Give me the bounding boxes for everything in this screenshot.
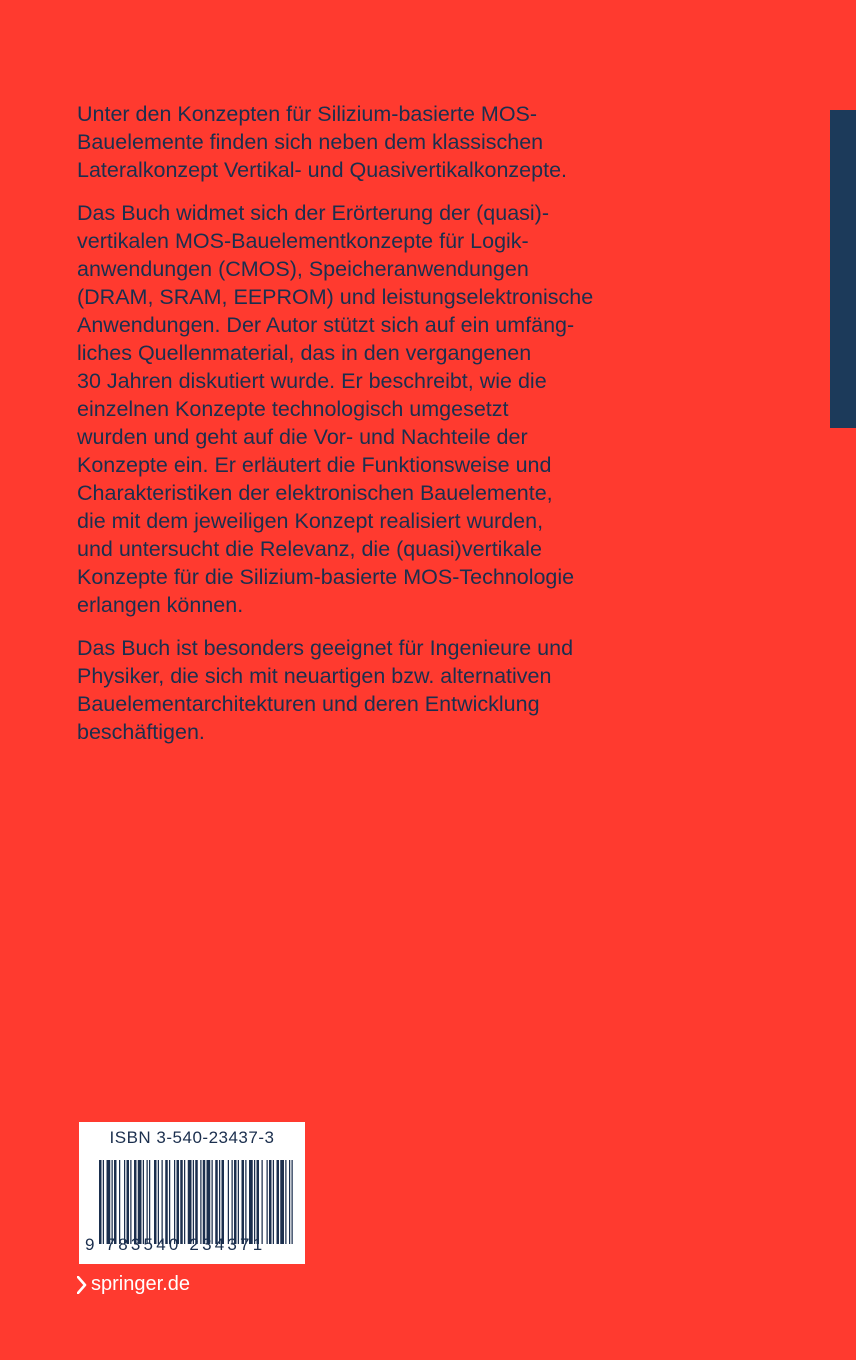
blurb-text (77, 100, 637, 761)
barcode-icon (99, 1160, 295, 1244)
publisher-url: springer.de (91, 1273, 190, 1295)
publisher-link[interactable] (77, 1273, 190, 1296)
chevron-right-icon (77, 1276, 87, 1294)
blurb-paragraph-2: Das Buch widmet sich der Erörterung der (quasi)- vertikalen MOS-Bauelementkonzepte für Logik- anwendungen (CMOS), Speicheranwendungen (DRAM, SRAM, EEPROM) und leistungselektronische Anwendungen. Der Autor stützt sich auf ein umfäng- liches Quellenmaterial, das in den vergangenen 30 Jahren diskutiert wurde. Er beschreibt, wie die einzelnen Konzepte technologisch umgesetzt wurden und geht auf die Vor- und Nachteile der Konzepte ein. Er erläutert die Funktionsweise und Charakteristiken der elektronischen Bauelemente, die mit dem jeweiligen Konzept realisiert wurden, und untersucht die Relevanz, die (quasi)vertikale Konzepte für die Silizium-basierte MOS-Technologie erlangen können. (77, 201, 594, 617)
isbn-label: ISBN 3-540-23437-3 (109, 1128, 275, 1147)
blurb-paragraph-3: Das Buch ist besonders geeignet für Ingenieure und Physiker, die sich mit neuartigen bzw. alternativen Bauelementarchitekturen und deren Entwicklung beschäftigen. (77, 636, 574, 744)
spine-color-tab (830, 110, 856, 428)
barcode-digits: 9 783540 234371 (85, 1235, 266, 1254)
isbn-barcode-box (79, 1122, 305, 1264)
blurb-paragraph-1: Unter den Konzepten für Silizium-basierte MOS- Bauelemente finden sich neben dem klassischen Lateralkonzept Vertikal- und Quasivertikalkonzepte. (77, 102, 567, 182)
